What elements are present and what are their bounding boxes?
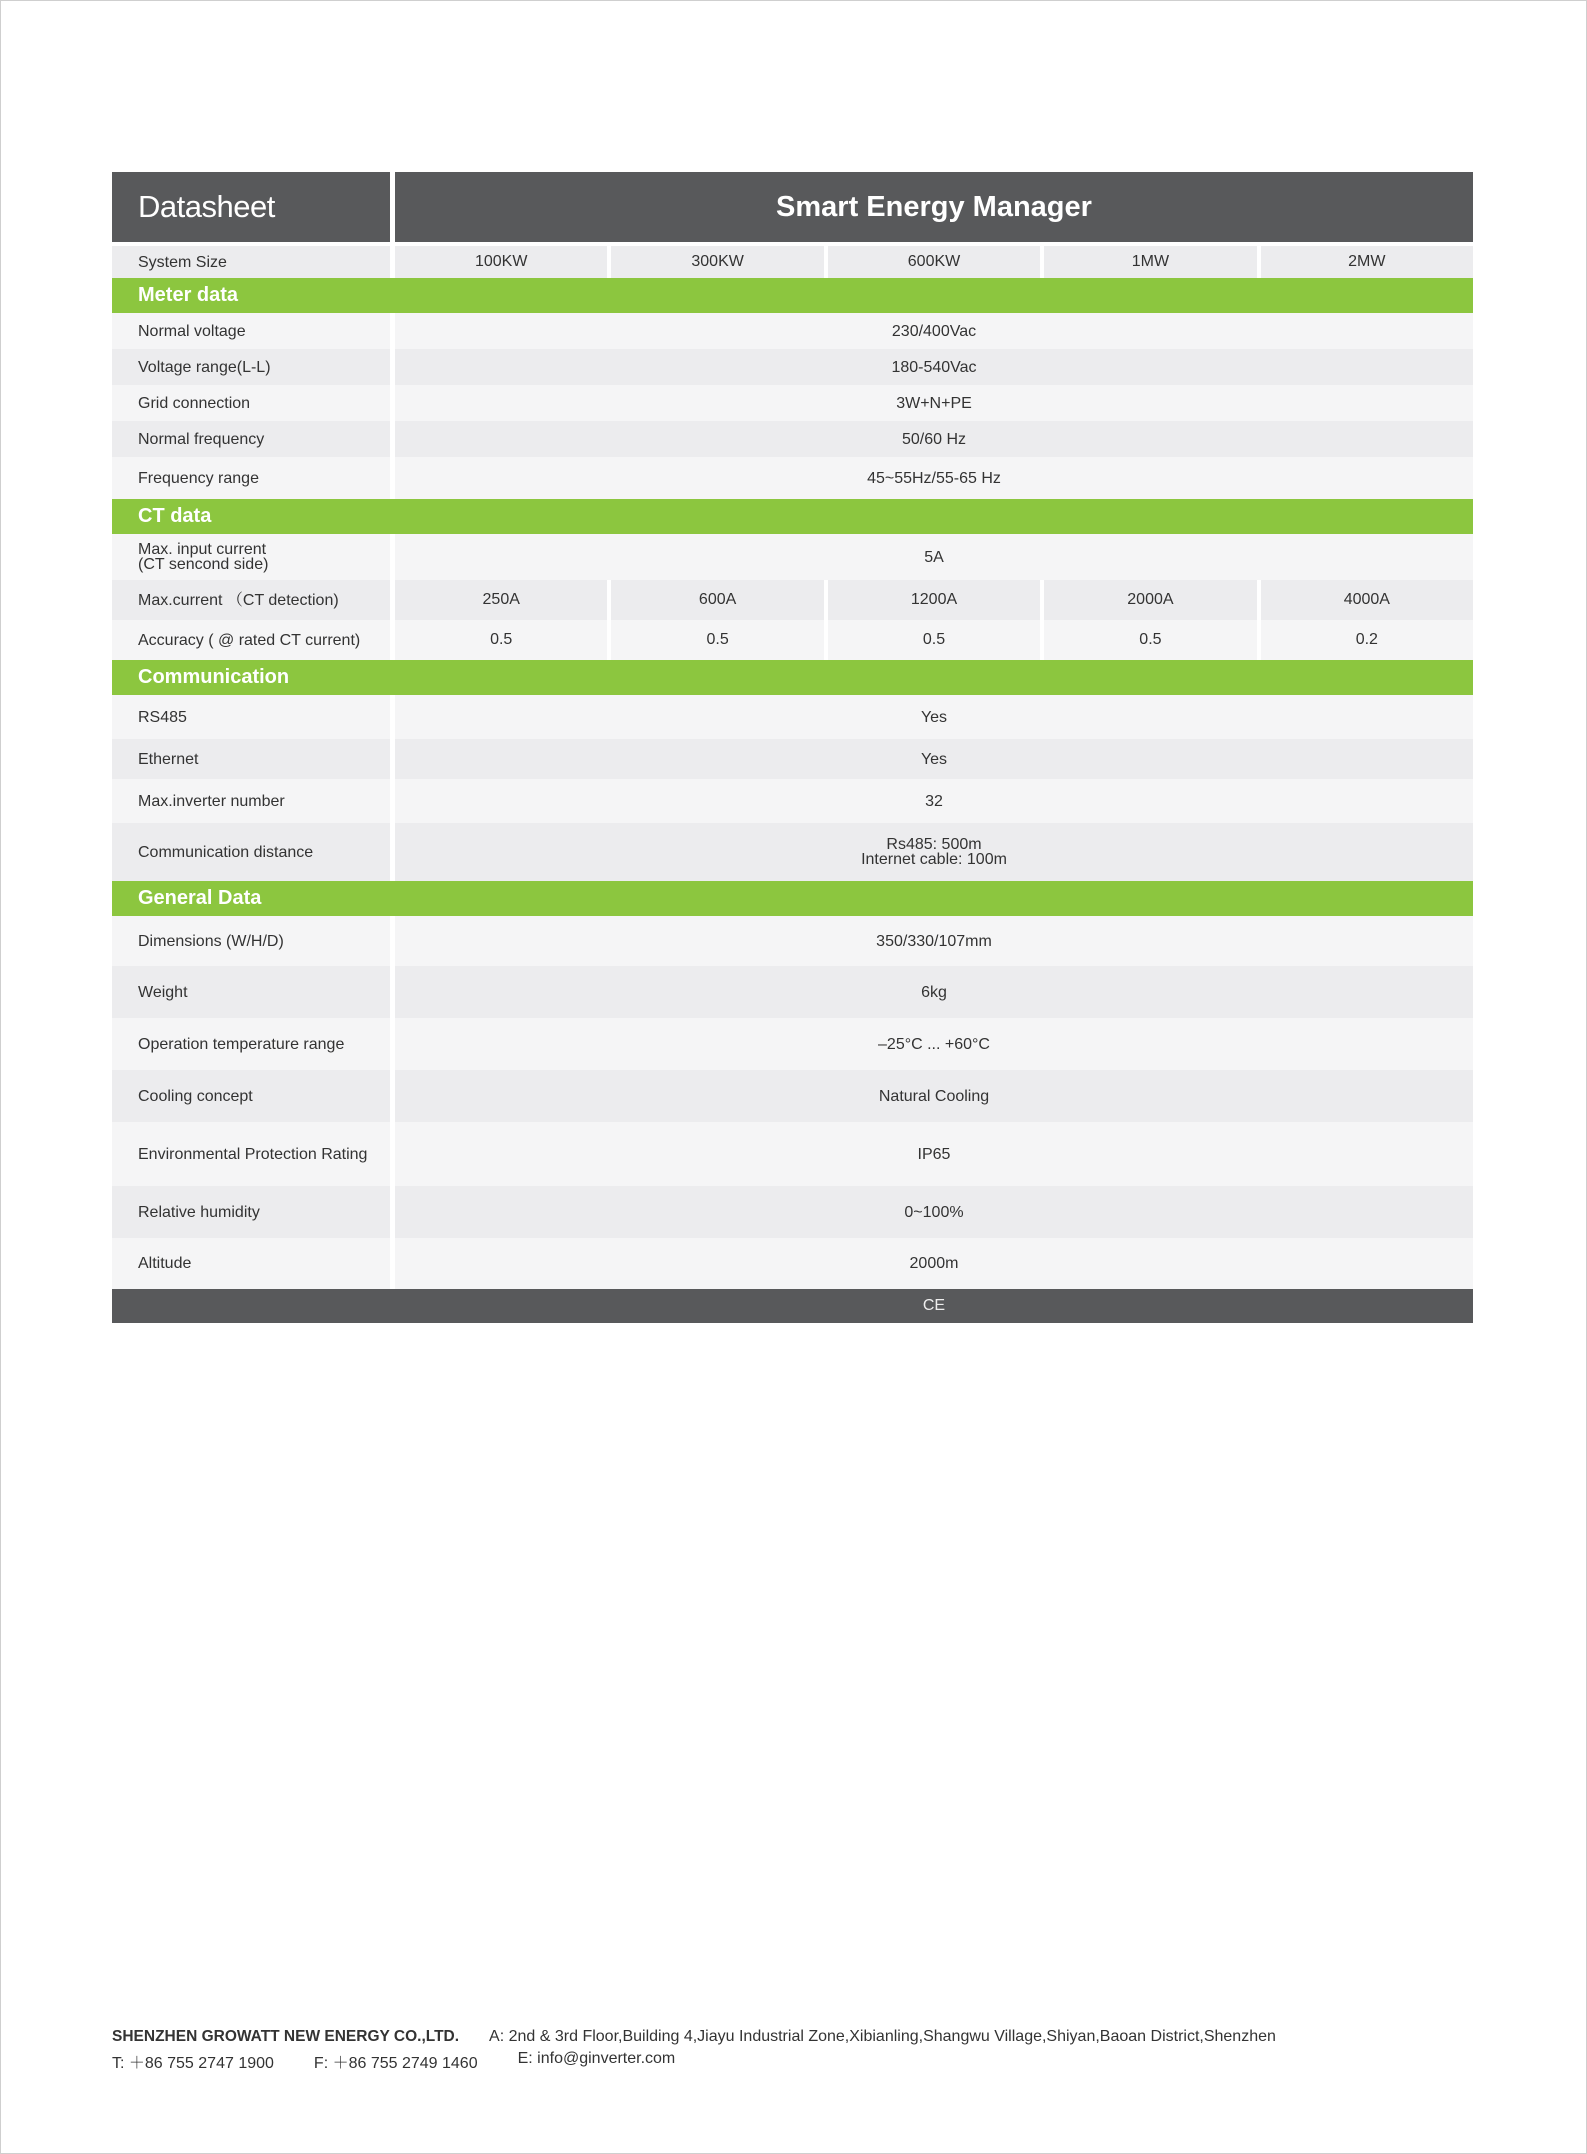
row-value: 3W+N+PE: [896, 394, 972, 412]
table-row: [112, 534, 1473, 580]
row-label: Communication distance: [138, 843, 314, 861]
table-row: [112, 1238, 1473, 1289]
row-value: 350/330/107mm: [876, 932, 992, 950]
datasheet-table: [112, 172, 1473, 1323]
row-value: –25°C ... +60°C: [878, 1035, 990, 1053]
row-label: Max.current （CT detection): [138, 591, 339, 609]
table-cell: 2000A: [1040, 580, 1256, 620]
row-value: 6kg: [921, 983, 947, 1001]
row-label: System Size: [138, 253, 227, 271]
row-value: Yes: [920, 750, 948, 768]
company-name: SHENZHEN GROWATT NEW ENERGY CO.,LTD.: [112, 2028, 460, 2045]
row-label: Relative humidity: [138, 1203, 260, 1221]
table-row: [112, 916, 1473, 966]
row-label: Altitude: [138, 1255, 192, 1272]
company-email[interactable]: E: info@ginverter.com: [517, 2050, 676, 2067]
row-value: 2000m: [909, 1255, 959, 1272]
table-cell: 0.5: [824, 620, 1040, 660]
row-label: Normal voltage: [138, 322, 246, 340]
table-cell: 250A: [482, 591, 520, 608]
table-row: [112, 823, 1473, 881]
table-cell: 600A: [607, 580, 823, 620]
table-cell: 4000A: [1257, 580, 1473, 620]
row-label: Normal frequency: [138, 430, 265, 448]
table-row: [112, 313, 1473, 349]
row-label: Accuracy ( @ rated CT current): [138, 631, 361, 649]
row-value: IP65: [917, 1145, 951, 1163]
row-label: RS485: [138, 708, 187, 726]
table-cell: 0.5: [607, 620, 823, 660]
row-value: 0~100%: [904, 1203, 964, 1221]
company-fax: F: ＋86 755 2749 1460: [313, 2055, 478, 2072]
row-value: Natural Cooling: [878, 1087, 990, 1105]
row-label: Weight: [138, 983, 188, 1001]
certification-value: CE: [922, 1297, 946, 1314]
table-row: [112, 695, 1473, 739]
table-row: [112, 739, 1473, 779]
system-size-cell: 2MW: [1257, 246, 1473, 278]
row-value: Rs485: 500m Internet cable: 100m: [861, 836, 1007, 868]
row-label: Environmental Protection Rating: [138, 1145, 368, 1163]
table-row: [112, 1070, 1473, 1122]
table-cell: 0.2: [1257, 620, 1473, 660]
system-size-row: [112, 246, 1473, 278]
table-row: [112, 1018, 1473, 1070]
row-label: Operation temperature range: [138, 1035, 345, 1053]
table-row: [112, 1186, 1473, 1238]
table-row: [112, 580, 1473, 620]
row-value: 50/60 Hz: [901, 430, 967, 448]
table-row: [112, 421, 1473, 457]
product-title: Smart Energy Manager: [395, 172, 1473, 242]
row-label: Frequency range: [138, 469, 259, 487]
row-value: 5A: [924, 548, 944, 566]
row-value: 230/400Vac: [891, 322, 977, 340]
row-label: Max.inverter number: [138, 792, 285, 810]
table-cell: 0.5: [1040, 620, 1256, 660]
row-value: 45~55Hz/55-65 Hz: [867, 469, 1001, 487]
table-row: [112, 1122, 1473, 1186]
table-row: [112, 620, 1473, 660]
table-cell: 0.5: [490, 631, 513, 648]
row-label: Grid connection: [138, 394, 251, 412]
table-header: [112, 172, 1473, 242]
table-row: [112, 457, 1473, 499]
datasheet-title: Datasheet: [112, 172, 390, 242]
row-label: Ethernet: [138, 750, 199, 768]
table-row: [112, 779, 1473, 823]
row-value: Yes: [920, 708, 948, 726]
section-meter-data: Meter data: [112, 278, 1473, 313]
table-cell: 1200A: [824, 580, 1040, 620]
certification-row: [112, 1289, 1473, 1323]
company-footer: [112, 2028, 1276, 2073]
row-label: Cooling concept: [138, 1087, 253, 1105]
system-size-cell: 100KW: [474, 253, 528, 270]
row-value: 32: [925, 792, 943, 810]
company-tel: T: ＋86 755 2747 1900: [112, 2055, 274, 2072]
section-ct-data: CT data: [112, 499, 1473, 534]
row-label: Max. input current (CT sencond side): [138, 541, 269, 573]
row-label: Dimensions (W/H/D): [138, 932, 284, 950]
section-communication: Communication: [112, 660, 1473, 695]
section-general-data: General Data: [112, 881, 1473, 916]
system-size-cell: 600KW: [824, 246, 1040, 278]
system-size-cell: 1MW: [1040, 246, 1256, 278]
row-label: Voltage range(L-L): [138, 358, 271, 376]
table-row: [112, 966, 1473, 1018]
table-row: [112, 385, 1473, 421]
table-row: [112, 349, 1473, 385]
system-size-cell: 300KW: [607, 246, 823, 278]
row-value: 180-540Vac: [891, 358, 977, 376]
company-address: A: 2nd & 3rd Floor,Building 4,Jiayu Industrial Zone,Xibianling,Shangwu Village,Shiyan,Baoan District,Shenzhen: [489, 2028, 1276, 2045]
